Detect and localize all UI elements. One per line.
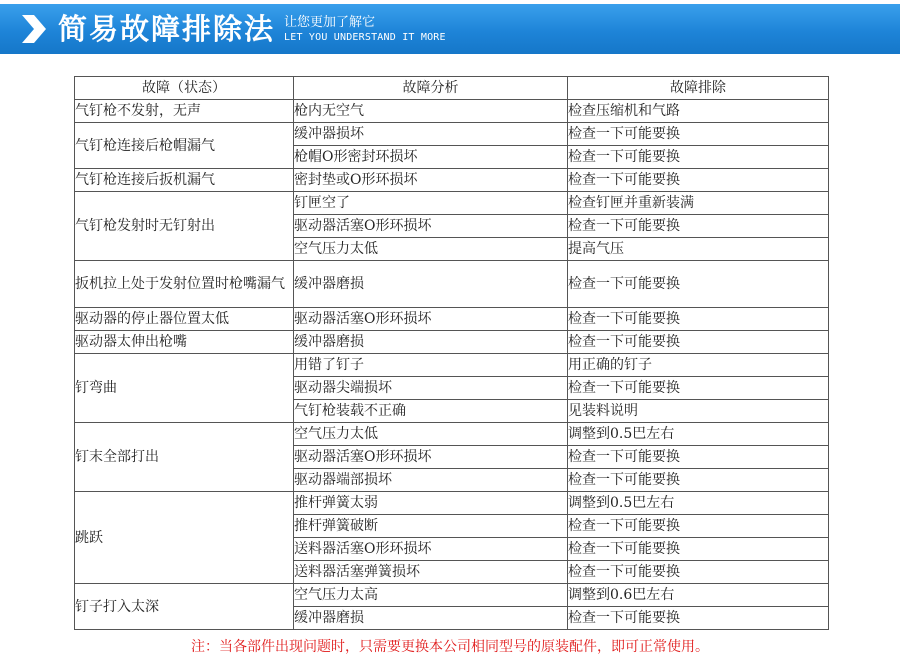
table-row (75, 192, 829, 215)
solution-cell: 检查一下可能要换 (568, 515, 829, 538)
header-banner (0, 4, 900, 54)
table-body (75, 100, 829, 630)
fault-cell: 气钉枪发射时无钉射出 (75, 192, 294, 261)
analysis-cell: 枪内无空气 (294, 100, 568, 123)
table-row (75, 423, 829, 446)
header-analysis: 故障分析 (294, 77, 568, 100)
solution-cell: 检查钉匣并重新装满 (568, 192, 829, 215)
analysis-cell: 驱动器端部损坏 (294, 469, 568, 492)
solution-cell: 检查一下可能要换 (568, 538, 829, 561)
analysis-cell: 密封垫或O形环损坏 (294, 169, 568, 192)
analysis-cell: 驱动器活塞O形环损坏 (294, 215, 568, 238)
solution-cell: 调整到0.6巴左右 (568, 584, 829, 607)
analysis-cell: 空气压力太高 (294, 584, 568, 607)
analysis-cell: 空气压力太低 (294, 423, 568, 446)
solution-cell: 检查一下可能要换 (568, 308, 829, 331)
table-row (75, 169, 829, 192)
page-title: 简易故障排除法 (58, 12, 276, 46)
analysis-cell: 推杆弹簧破断 (294, 515, 568, 538)
chevron-right-icon (20, 13, 48, 45)
fault-cell: 气钉枪连接后枪帽漏气 (75, 123, 294, 169)
troubleshooting-table (74, 76, 829, 630)
solution-cell: 用正确的钉子 (568, 354, 829, 377)
solution-cell: 检查一下可能要换 (568, 446, 829, 469)
fault-cell: 钉子打入太深 (75, 584, 294, 630)
solution-cell: 检查一下可能要换 (568, 215, 829, 238)
fault-cell: 扳机拉上处于发射位置时枪嘴漏气 (75, 261, 294, 308)
solution-cell: 见装料说明 (568, 400, 829, 423)
analysis-cell: 驱动器尖端损坏 (294, 377, 568, 400)
fault-cell: 驱动器的停止器位置太低 (75, 308, 294, 331)
header-solution: 故障排除 (568, 77, 829, 100)
analysis-cell: 用错了钉子 (294, 354, 568, 377)
analysis-cell: 推杆弹簧太弱 (294, 492, 568, 515)
subtitle-english: LET YOU UNDERSTAND IT MORE (284, 32, 446, 43)
solution-cell: 检查一下可能要换 (568, 123, 829, 146)
fault-cell: 驱动器太伸出枪嘴 (75, 331, 294, 354)
solution-cell: 检查一下可能要换 (568, 561, 829, 584)
analysis-cell: 送料器活塞O形环损坏 (294, 538, 568, 561)
header-fault: 故障（状态） (75, 77, 294, 100)
fault-cell: 跳跃 (75, 492, 294, 584)
solution-cell: 检查一下可能要换 (568, 146, 829, 169)
analysis-cell: 缓冲器磨损 (294, 331, 568, 354)
solution-cell: 调整到0.5巴左右 (568, 492, 829, 515)
table-row (75, 331, 829, 354)
analysis-cell: 缓冲器磨损 (294, 261, 568, 308)
solution-cell: 检查一下可能要换 (568, 331, 829, 354)
fault-cell: 气钉枪不发射，无声 (75, 100, 294, 123)
solution-cell: 检查一下可能要换 (568, 261, 829, 308)
table-row (75, 354, 829, 377)
table-row (75, 308, 829, 331)
solution-cell: 调整到0.5巴左右 (568, 423, 829, 446)
table-row (75, 492, 829, 515)
table-row (75, 261, 829, 308)
solution-cell: 检查一下可能要换 (568, 469, 829, 492)
analysis-cell: 送料器活塞弹簧损坏 (294, 561, 568, 584)
footer-note: 注：当各部件出现问题时，只需要更换本公司相同型号的原装配件，即可正常使用。 (191, 639, 709, 655)
table-row (75, 123, 829, 146)
fault-cell: 钉弯曲 (75, 354, 294, 423)
analysis-cell: 空气压力太低 (294, 238, 568, 261)
solution-cell: 提高气压 (568, 238, 829, 261)
solution-cell: 检查一下可能要换 (568, 169, 829, 192)
analysis-cell: 缓冲器磨损 (294, 607, 568, 630)
solution-cell: 检查一下可能要换 (568, 607, 829, 630)
analysis-cell: 钉匣空了 (294, 192, 568, 215)
table-row (75, 584, 829, 607)
fault-cell: 钉末全部打出 (75, 423, 294, 492)
analysis-cell: 枪帽O形密封环损坏 (294, 146, 568, 169)
solution-cell: 检查压缩机和气路 (568, 100, 829, 123)
table-row (75, 100, 829, 123)
analysis-cell: 气钉枪装载不正确 (294, 400, 568, 423)
table-header-row (75, 77, 829, 100)
analysis-cell: 驱动器活塞O形环损坏 (294, 308, 568, 331)
subtitle-chinese: 让您更加了解它 (284, 15, 376, 30)
analysis-cell: 驱动器活塞O形环损坏 (294, 446, 568, 469)
solution-cell: 检查一下可能要换 (568, 377, 829, 400)
fault-cell: 气钉枪连接后扳机漏气 (75, 169, 294, 192)
analysis-cell: 缓冲器损坏 (294, 123, 568, 146)
